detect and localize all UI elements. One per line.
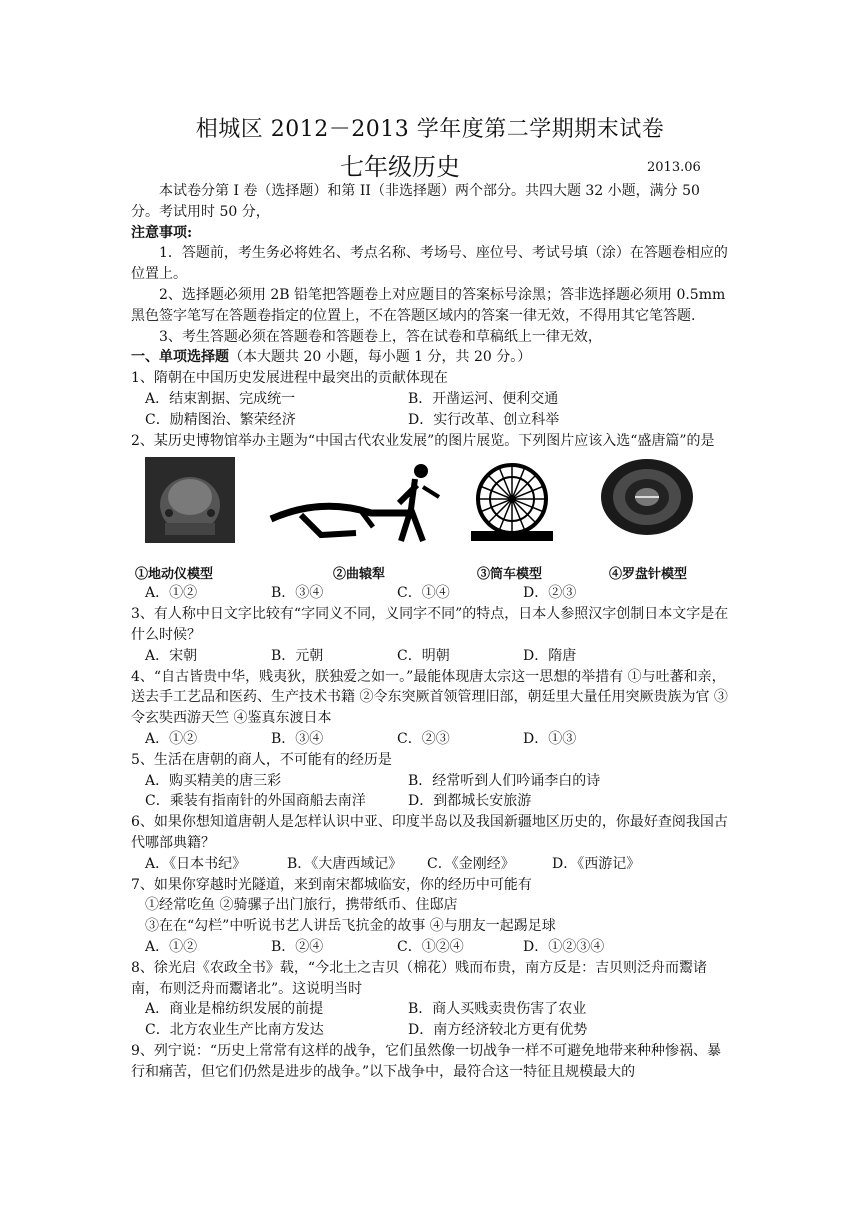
water-wheel-image — [467, 457, 557, 547]
q7-option-d: D．①②③④ — [523, 938, 605, 955]
q2-option-b: B．③④ — [271, 585, 324, 602]
q3-stem: 3、有人称中日文字比较有“字同义不同，义同字不同”的特点，日本人参照汉字创制日本文字是在什么时候？ — [131, 606, 729, 643]
q5-option-a: A．购买精美的唐三彩 — [145, 772, 282, 789]
q2-stem: 2、某历史博物馆举办主题为“中国古代农业发展”的图片展览。下列图片应该入选“盛唐篇”的是 — [131, 432, 715, 449]
q3-option-c: C．明朝 — [397, 647, 450, 664]
q8-option-a: A．商业是棉纺织发展的前提 — [145, 1001, 324, 1018]
exam-title: 相城区 2012－2013 学年度第二学期期末试卷 — [195, 117, 665, 142]
q7-line-1: ①经常吃鱼 ②骑骡子出门旅行，携带纸币、住邸店 — [145, 897, 458, 914]
q2-option-a: A．①② — [145, 585, 198, 602]
q7-options — [131, 937, 731, 958]
q8-option-b: B．商人买贱卖贵伤害了农业 — [408, 1001, 587, 1018]
q7-option-b: B．②④ — [271, 938, 324, 955]
notes-title: 注意事项: — [131, 224, 193, 241]
q5-option-b: B．经常听到人们吟诵李白的诗 — [408, 772, 601, 789]
q3-option-b: B．元朝 — [271, 647, 324, 664]
q6-options — [131, 854, 731, 875]
section-desc: （本大题共 20 小题，每小题 1 分，共 20 分。） — [229, 349, 532, 366]
q8-options-row2 — [131, 1020, 731, 1041]
q6-option-c: C．《金刚经》 — [427, 855, 515, 872]
q3-option-d: D．隋唐 — [523, 647, 577, 664]
q2-caption-4: ④罗盘针模型 — [609, 567, 688, 583]
curved-plough-image — [261, 457, 451, 547]
q6-stem: 6、如果你想知道唐朝人是怎样认识中亚、印度半岛以及我国新疆地区历史的，你最好查阅我国古代哪部典籍？ — [131, 814, 728, 851]
note-2: 2、选择题必须用 2B 铅笔把答题卷上对应题目的答案标号涂黑；答非选择题必须用 0.5mm 黑色签字笔写在答题卷指定的位置上，不在答题区域内的答案一律无效，不得用其它笔答题. — [131, 286, 726, 324]
q2-caption-2: ②曲辕犁 — [333, 567, 386, 583]
q1-option-b: B．开凿运河、便利交通 — [408, 390, 559, 407]
q5-option-c: C．乘装有指南针的外国商船去南洋 — [145, 793, 366, 810]
q7-option-a: A．①② — [145, 938, 198, 955]
q7-line-2: ③在在“勾栏”中听说书艺人讲岳飞抗金的故事 ④与朋友一起踢足球 — [145, 918, 556, 935]
q1-option-d: D．实行改革、创立科举 — [408, 411, 560, 428]
q5-stem: 5、生活在唐朝的商人，不可能有的经历是 — [131, 751, 392, 768]
q2-caption-1: ①地动仪模型 — [135, 567, 214, 583]
q5-option-d: D．到都城长安旅游 — [408, 793, 532, 810]
q1-stem: 1、隋朝在中国历史发展进程中最突出的贡献体现在 — [131, 370, 448, 387]
q9-stem: 9、列宁说：“历史上常常有这样的战争，它们虽然像一切战争一样不可避免地带来种种惨祸、暴行和痛苦，但它们仍然是进步的战争。”以下战争中，最符合这一特征且规模最大的 — [131, 1042, 722, 1080]
q6-option-b: B．《大唐西域记》 — [287, 855, 403, 872]
q7-option-c: C．①②④ — [397, 938, 464, 955]
q7-stem: 7、如果你穿越时光隧道，来到南宋都城临安，你的经历中可能有 — [131, 876, 532, 893]
q6-option-d: D．《西游记》 — [552, 855, 641, 872]
q8-stem: 8、徐光启《农政全书》载，“今北土之吉贝（棉花）贱而布贵，南方反是：吉贝则泛舟而鬻诸南，布则泛舟而鬻诸北”。这说明当时 — [131, 959, 708, 997]
q2-caption-3: ③筒车模型 — [477, 567, 543, 583]
q6-option-a: A．《日本书纪》 — [145, 855, 247, 872]
q2-option-d: D．②③ — [523, 585, 577, 602]
exam-subtitle: 七年级历史 — [340, 153, 460, 181]
q2-figures — [131, 457, 731, 583]
exam-date: 2013.06 — [647, 160, 701, 175]
note-1: 1．答题前，考生务必将姓名、考点名称、考场号、座位号、考试号填（涂）在答题卷相应的位置上。 — [131, 245, 728, 283]
q2-options — [131, 583, 731, 604]
q1-options-row1 — [131, 389, 731, 410]
note-3: 3、考生答题必须在答题卷和答题卷上，答在试卷和草稿纸上一律无效， — [159, 328, 602, 345]
q1-option-a: A．结束割据、完成统一 — [145, 390, 296, 407]
q3-options — [131, 646, 731, 667]
q4-stem: 4、“自古皆贵中华，贱夷狄，朕独爱之如一。”最能体现唐太宗这一思想的举措有 ①与吐蕃和亲，送去手工艺品和医药、生产技术书籍 ②令东突厥首领管理旧部，朝廷里大量任用突厥贵族为官 ③令玄奘西游天竺 ④鉴真东渡日本 — [131, 668, 728, 727]
q5-options-row2 — [131, 791, 731, 812]
q8-options-row1 — [131, 999, 731, 1020]
q4-option-b: B．③④ — [271, 730, 324, 747]
q4-option-d: D．①③ — [523, 730, 577, 747]
q4-option-c: C．②③ — [397, 730, 450, 747]
q4-options — [131, 729, 731, 750]
seismograph-image — [145, 457, 235, 543]
exam-body — [131, 181, 731, 1082]
q5-options-row1 — [131, 771, 731, 792]
intro-text: 本试卷分第 I 卷（选择题）和第 II（非选择题）两个部分。共四大题 32 小题，满分 50 分。考试用时 50 分， — [131, 183, 700, 220]
section-title: 一、单项选择题 — [131, 349, 229, 366]
q8-option-c: C．北方农业生产比南方发达 — [145, 1022, 324, 1039]
q8-option-d: D．南方经济较北方更有优势 — [408, 1022, 588, 1039]
q3-option-a: A．宋朝 — [145, 647, 198, 664]
q1-options-row2 — [131, 410, 731, 431]
compass-image — [599, 457, 695, 543]
q2-option-c: C．①④ — [397, 585, 450, 602]
q4-option-a: A．①② — [145, 730, 198, 747]
section-heading — [131, 347, 731, 368]
q1-option-c: C．励精图治、繁荣经济 — [145, 411, 296, 428]
